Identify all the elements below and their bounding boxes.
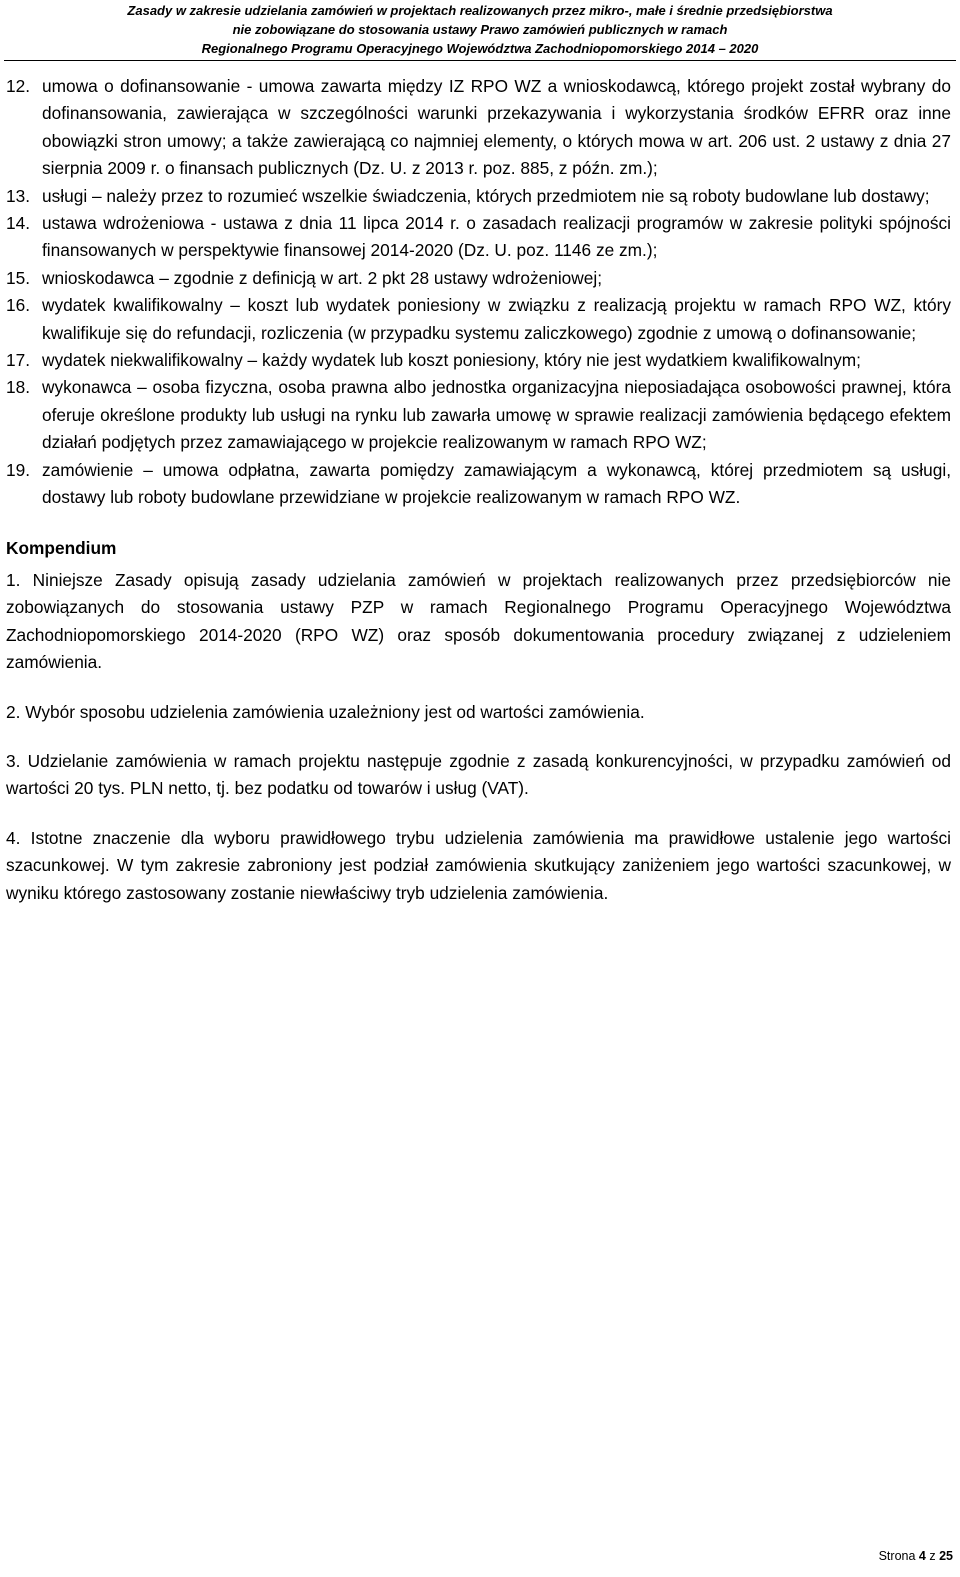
page-number — [879, 1548, 953, 1564]
definition-text: usługi – należy przez to rozumieć wszelkie świadczenia, których przedmiotem nie są roboty budowlane lub dostawy; — [42, 185, 930, 206]
current-page: 4 — [918, 1549, 926, 1563]
definition-text: wydatek kwalifikowalny – koszt lub wydatek poniesiony w związku z realizacją projektu w ramach RPO WZ, który kwalifikuje się do refundacji, rozliczenia (w przypadku systemu zaliczkowego) zgodnie z umową o dofinansowanie; — [42, 295, 951, 343]
header-line-2: nie zobowiązane do stosowania ustawy Prawo zamówień publicznych w ramach — [232, 22, 728, 37]
compendium-item: 3. Udzielanie zamówienia w ramach projektu następuje zgodnie z zasadą konkurencyjności, w przypadku zamówień od wartości 20 tys. PLN netto, tj. bez podatku od towarów i usług (VAT). — [6, 750, 951, 799]
header-divider — [4, 60, 956, 61]
definition-number: 13. — [6, 185, 31, 206]
compendium-item: 4. Istotne znaczenie dla wyboru prawidłowego trybu udzielenia zamówienia ma prawidłowe ustalenie jego wartości szacunkowej. W tym zakresie zabroniony jest podział zamówienia skutkujący zaniżeniem jego wartości szacunkowej, w wyniku którego zastosowany zostanie niewłaściwy tryb udzielenia zamówienia. — [6, 827, 951, 903]
page-content — [6, 73, 951, 929]
definition-number: 18. — [6, 377, 31, 398]
definitions-list — [6, 73, 951, 512]
definition-number: 15. — [6, 267, 31, 288]
compendium-list — [6, 567, 951, 907]
definition-item — [6, 292, 951, 347]
definition-number: 12. — [6, 76, 31, 96]
definition-item — [6, 347, 951, 374]
compendium-item: 1. Niniejsze Zasady opisują zasady udzielania zamówień w projektach realizowanych przez przedsiębiorców nie zobowiązanych do stosowania ustawy PZP w ramach Regionalnego Programu Operacyjnego Województwa Zachodniopomorskiego 2014-2020 (RPO WZ) oraz sposób dokumentowania procedury związanej z udzieleniem zamówienia. — [6, 569, 951, 673]
header-line-3: Regionalnego Programu Operacyjnego Województwa Zachodniopomorskiego 2014 – 2020 — [201, 41, 759, 56]
definition-item — [6, 210, 951, 265]
definition-text: wykonawca – osoba fizyczna, osoba prawna albo jednostka organizacyjna nieposiadająca osobowości prawnej, która oferuje określone produkty lub usługi na rynku lub zawarła umowę w sprawie realizacji zamówienia będącego efektem działań podjętych przez zamawiającego w projekcie realizowanym w ramach RPO WZ; — [42, 377, 951, 453]
definition-item — [6, 265, 951, 292]
definition-number: 14. — [6, 213, 31, 234]
definition-text: wnioskodawca – zgodnie z definicją w art. 2 pkt 28 ustawy wdrożeniowej; — [42, 267, 603, 288]
definition-text: zamówienie – umowa odpłatna, zawarta pomiędzy zamawiającym a wykonawcą, której przedmiotem są usługi, dostawy lub roboty budowlane przewidziane w projekcie realizowanym w ramach RPO WZ. — [42, 459, 951, 508]
compendium-item: 2. Wybór sposobu udzielenia zamówienia uzależniony jest od wartości zamówienia. — [6, 701, 645, 722]
definition-text: wydatek niekwalifikowalny – każdy wydatek lub koszt poniesiony, który nie jest wydatkiem kwalifikowalnym; — [42, 350, 861, 371]
header-line-1: Zasady w zakresie udzielania zamówień w projektach realizowanych przez mikro-, małe i średnie przedsiębiorstwa — [127, 3, 833, 18]
page-label: Strona — [878, 1549, 916, 1563]
section-title-compendium: Kompendium — [6, 537, 117, 558]
definition-number: 16. — [6, 295, 31, 316]
page-separator: z — [929, 1549, 936, 1563]
definition-text: ustawa wdrożeniowa - ustawa z dnia 11 lipca 2014 r. o zasadach realizacji programów w zakresie polityki spójności finansowanych w perspektywie finansowej 2014-2020 (Dz. U. poz. 1146 ze zm.); — [42, 213, 951, 261]
total-pages: 25 — [939, 1549, 953, 1563]
definition-number: 17. — [6, 350, 31, 371]
definition-text: umowa o dofinansowanie - umowa zawarta między IZ RPO WZ a wnioskodawcą, którego projekt został wybrany do dofinansowania, zawierająca w szczególności warunki przekazywania i wykorzystania środków EFRR oraz inne obowiązki stron umowy; a także zawierającą co najmniej elementy, o których mowa w art. 206 ust. 2 ustawy z dnia 27 sierpnia 2009 r. o finansach publicznych (Dz. U. z 2013 r. poz. 885, z późn. zm.); — [42, 76, 951, 179]
definition-item — [6, 183, 951, 210]
page-header — [0, 0, 960, 58]
definition-item — [6, 73, 951, 183]
definition-item — [6, 374, 951, 456]
definition-item — [6, 457, 951, 512]
definition-number: 19. — [6, 459, 31, 480]
